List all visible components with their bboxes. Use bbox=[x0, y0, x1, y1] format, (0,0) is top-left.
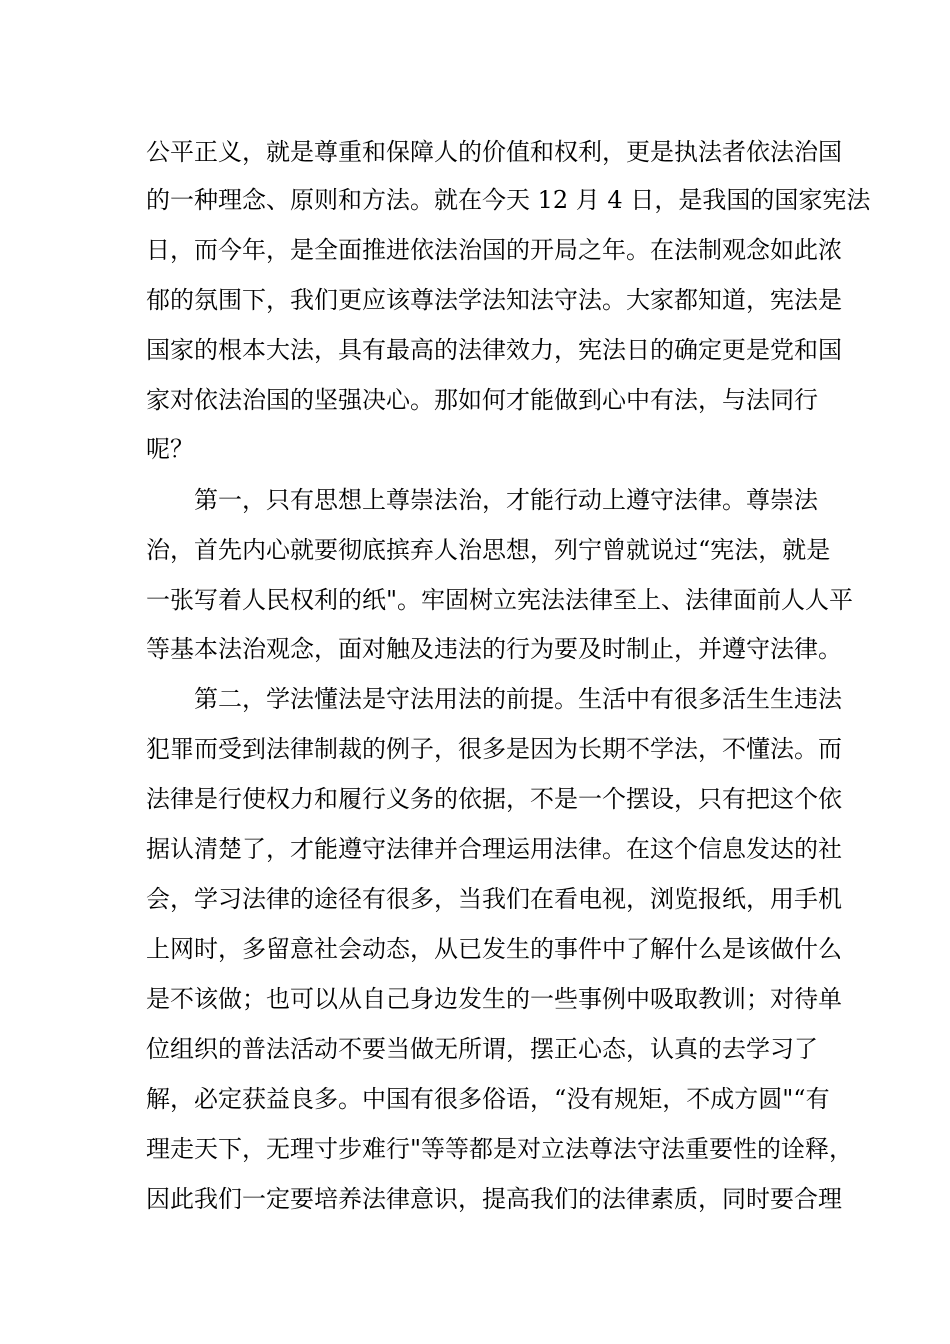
text-line: 是不该做；也可以从自己身边发生的一些事例中吸取教训；对待单 bbox=[146, 985, 842, 1013]
text-line: 会，学习法律的途径有很多，当我们在看电视，浏览报纸，用手机 bbox=[146, 885, 842, 913]
text-line: 郁的氛围下，我们更应该尊法学法知法守法。大家都知道，宪法是 bbox=[146, 286, 842, 314]
text-line: 因此我们一定要培养法律意识，提高我们的法律素质，同时要合理 bbox=[146, 1185, 842, 1213]
paragraph-first-line: 第二，学法懂法是守法用法的前提。生活中有很多活生生违法 bbox=[194, 685, 842, 713]
text-line: 位组织的普法活动不要当做无所谓，摆正心态，认真的去学习了 bbox=[146, 1035, 818, 1063]
text-line: 一张写着人民权利的纸"。牢固树立宪法法律至上、法律面前人人平 bbox=[146, 586, 854, 614]
text-line: 家对依法治国的坚强决心。那如何才能做到心中有法，与法同行 bbox=[146, 386, 818, 414]
text-line: 国家的根本大法，具有最高的法律效力，宪法日的确定更是党和国 bbox=[146, 336, 842, 364]
text-line: 据认清楚了，才能遵守法律并合理运用法律。在这个信息发达的社 bbox=[146, 835, 842, 863]
text-line: 等基本法治观念，面对触及违法的行为要及时制止，并遵守法律。 bbox=[146, 635, 842, 663]
text-line: 理走天下，无理寸步难行"等等都是对立法尊法守法重要性的诠释， bbox=[146, 1135, 854, 1163]
text-line: 犯罪而受到法律制裁的例子，很多是因为长期不学法，不懂法。而 bbox=[146, 735, 842, 763]
text-line: 日，而今年，是全面推进依法治国的开局之年。在法制观念如此浓 bbox=[146, 236, 842, 264]
text-line: 公平正义，就是尊重和保障人的价值和权利，更是执法者依法治国 bbox=[146, 138, 842, 166]
paragraph-first-line: 第一，只有思想上尊崇法治，才能行动上遵守法律。尊崇法 bbox=[194, 486, 818, 514]
text-line: 上网时，多留意社会动态，从已发生的事件中了解什么是该做什么 bbox=[146, 935, 842, 963]
text-line: 的一种理念、原则和方法。就在今天 12 月 4 日，是我国的国家宪法 bbox=[146, 186, 871, 214]
text-line: 呢？ bbox=[146, 435, 194, 463]
text-line: 解，必定获益良多。中国有很多俗语，“没有规矩，不成方圆"“有 bbox=[146, 1085, 830, 1113]
text-line: 法律是行使权力和履行义务的依据，不是一个摆设，只有把这个依 bbox=[146, 785, 842, 813]
text-line: 治，首先内心就要彻底摈弃人治思想，列宁曾就说过“宪法，就是 bbox=[146, 536, 831, 564]
